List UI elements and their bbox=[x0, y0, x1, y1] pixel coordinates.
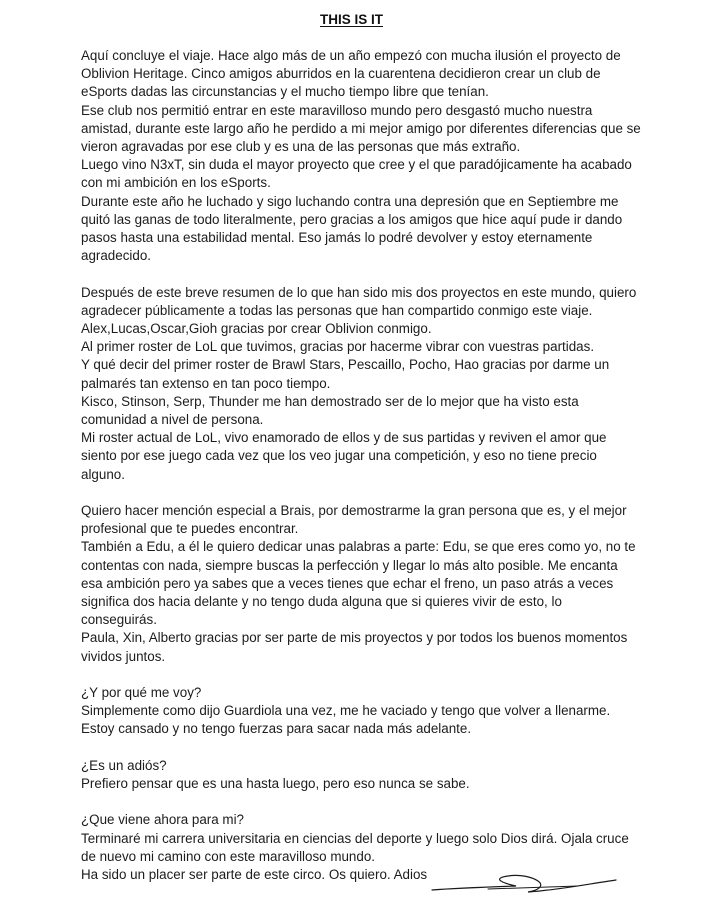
paragraph-line: Y qué decir del primer roster de Brawl Stars, Pescaillo, Pocho, Hao gracias por darme un palmarés tan extenso en tan poco tiempo. bbox=[81, 357, 610, 391]
paragraph-line: Luego vino N3xT, sin duda el mayor proyecto que cree y el que paradójicamente ha acabado con mi ambición en los eSports. bbox=[81, 157, 632, 191]
paragraph-line: Kisco, Stinson, Serp, Thunder me han demostrado ser de lo mejor que ha visto esta comunidad a nivel de persona. bbox=[81, 393, 579, 428]
paragraph-line: Ha sido un placer ser parte de este circo. Os quiero. Adios bbox=[81, 867, 428, 883]
paragraph-line: Paula, Xin, Alberto gracias por ser parte de mis proyectos y por todos los buenos momentos vividos juntos. bbox=[81, 630, 628, 664]
document-title: THIS IS IT bbox=[319, 12, 383, 27]
paragraph bbox=[81, 684, 641, 739]
paragraph bbox=[81, 757, 641, 793]
paragraph-line: Durante este año he luchado y sigo luchando contra una depresión que en Septiembre me quitó las ganas de todo literalmente, pero gracias a los amigos que hice aquí pude ir dando pasos hasta una estabilidad mental. Eso jamás lo podré devolver y estoy eternamente agradecido. bbox=[81, 193, 623, 264]
paragraph-line: Simplemente como dijo Guardiola una vez, me he vaciado y tengo que volver a llenarme. Estoy cansado y no tengo fuerzas para sacar nada más adelante. bbox=[81, 703, 611, 737]
paragraph-line: Después de este breve resumen de lo que han sido mis dos proyectos en este mundo, quiero agradecer públicamente a todas las personas que han compartido conmigo este viaje. Alex,Lucas,Oscar,Gioh gracias por crear Oblivion conmigo. bbox=[81, 284, 637, 337]
paragraph bbox=[81, 47, 641, 265]
paragraph-line: Al primer roster de LoL que tuvimos, gracias por hacerme vibrar con vuestras partidas. bbox=[81, 339, 595, 355]
paragraph-line: Terminaré mi carrera universitaria en ciencias del deporte y luego solo Dios dirá. Ojala cruce de nuevo mi camino con este maravilloso mundo. bbox=[81, 830, 629, 864]
paragraph bbox=[81, 284, 641, 484]
document-body bbox=[81, 47, 641, 902]
paragraph-line: Ese club nos permitió entrar en este maravilloso mundo pero desgastó mucho nuestra amistad, durante este largo año he perdido a mi mejor amigo por diferentes diferencias que se vieron agravadas por ese club y es una de las personas que más extraño. bbox=[81, 102, 641, 155]
paragraph-line: Prefiero pensar que es una hasta luego, pero eso nunca se sabe. bbox=[81, 776, 470, 792]
paragraph-line: ¿Que viene ahora para mi? bbox=[81, 812, 245, 828]
paragraph-line: Aquí concluye el viaje. Hace algo más de un año empezó con mucha ilusión el proyecto de Oblivion Heritage. Cinco amigos aburridos en la cuarentena decidieron crear un club de eSports dadas las circunstancias y el mucho tiempo libre que tenían. bbox=[81, 48, 621, 100]
paragraph-line: ¿Y por qué me voy? bbox=[81, 685, 202, 701]
paragraph-line: Mi roster actual de LoL, vivo enamorado de ellos y de sus partidas y reviven el amor que siento por ese juego cada vez que los veo jugar una competición, y eso no tiene precio alguno. bbox=[81, 430, 607, 482]
paragraph-line: Quiero hacer mención especial a Brais, por demostrarme la gran persona que es, y el mejor profesional que te puedes encontrar. bbox=[81, 503, 627, 537]
paragraph bbox=[81, 502, 641, 666]
paragraph-line: ¿Es un adiós? bbox=[81, 757, 167, 773]
handwritten-signature-icon bbox=[428, 868, 620, 898]
paragraph-line: También a Edu, a él le quiero dedicar unas palabras a parte: Edu, se que eres como yo, no te contentas con nada, siempre buscas la perfección y llegar lo más alto posible. Me encanta esa ambición pero ya sabes que a veces tienes que echar el freno, un paso atrás a veces significa dos hacia delante y no tengo duda alguna que si quieres vivir de esto, lo conseguirás. bbox=[81, 539, 636, 628]
